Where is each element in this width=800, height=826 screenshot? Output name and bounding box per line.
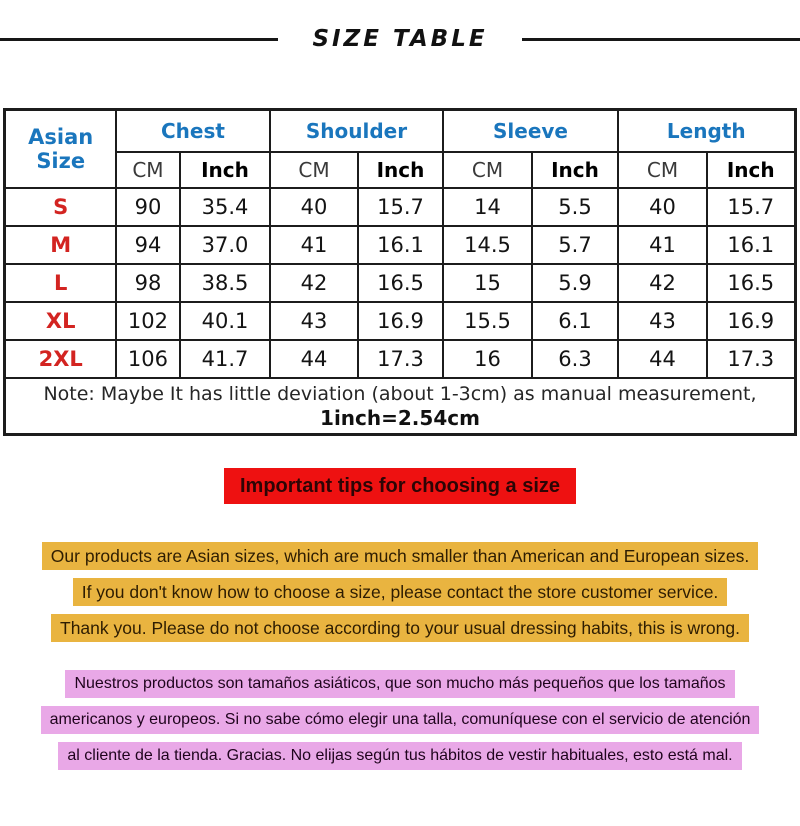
important-tips-banner-row: [0, 468, 800, 504]
unit-header-cm: CM: [443, 152, 532, 188]
value-cell: 43: [270, 302, 358, 340]
tips-english-block: [0, 542, 800, 642]
unit-header-inch: Inch: [707, 152, 795, 188]
value-cell: 37.0: [180, 226, 270, 264]
value-cell: 14.5: [443, 226, 532, 264]
table-note-row: [5, 378, 795, 435]
value-cell: 106: [116, 340, 180, 378]
size-label: M: [5, 226, 116, 264]
table-header-units: [5, 152, 795, 188]
value-cell: 14: [443, 188, 532, 226]
value-cell: 16.1: [707, 226, 795, 264]
value-cell: 6.3: [532, 340, 618, 378]
table-row-2xl: [5, 340, 795, 378]
value-cell: 98: [116, 264, 180, 302]
value-cell: 41: [618, 226, 707, 264]
unit-header-cm: CM: [270, 152, 358, 188]
unit-header-cm: CM: [618, 152, 707, 188]
value-cell: 16.5: [707, 264, 795, 302]
value-cell: 15: [443, 264, 532, 302]
note-line-2: 1inch=2.54cm: [320, 405, 480, 430]
tips-spanish-block: [0, 670, 800, 770]
value-cell: 38.5: [180, 264, 270, 302]
value-cell: 17.3: [358, 340, 443, 378]
value-cell: 17.3: [707, 340, 795, 378]
note-line-1: Note: Maybe It has little deviation (about 1-3cm) as manual measurement,: [43, 382, 757, 405]
value-cell: 35.4: [180, 188, 270, 226]
value-cell: 5.9: [532, 264, 618, 302]
value-cell: 15.7: [707, 188, 795, 226]
value-cell: 5.7: [532, 226, 618, 264]
unit-header-inch: Inch: [180, 152, 270, 188]
table-header-groups: [5, 110, 795, 152]
tip-line-es-2: americanos y europeos. Si no sabe cómo elegir una talla, comuníquese con el servicio de atención: [41, 706, 760, 734]
page-header: [0, 26, 800, 52]
value-cell: 44: [618, 340, 707, 378]
value-cell: 44: [270, 340, 358, 378]
size-label: 2XL: [5, 340, 116, 378]
title-rule-left: [0, 38, 278, 41]
size-label: L: [5, 264, 116, 302]
title-rule-right: [522, 38, 800, 41]
tip-line-en-2: If you don't know how to choose a size, please contact the store customer service.: [73, 578, 728, 606]
table-row-xl: [5, 302, 795, 340]
page-title: SIZE TABLE: [312, 26, 488, 52]
value-cell: 16.1: [358, 226, 443, 264]
tip-line-es-1: Nuestros productos son tamaños asiáticos, que son mucho más pequeños que los tamaños: [65, 670, 734, 698]
table-row-s: [5, 188, 795, 226]
value-cell: 90: [116, 188, 180, 226]
value-cell: 40: [618, 188, 707, 226]
size-label: XL: [5, 302, 116, 340]
value-cell: 15.7: [358, 188, 443, 226]
value-cell: 16.9: [707, 302, 795, 340]
table-row-l: [5, 264, 795, 302]
size-label: S: [5, 188, 116, 226]
value-cell: 15.5: [443, 302, 532, 340]
unit-header-inch: Inch: [532, 152, 618, 188]
group-header-sleeve: Sleeve: [443, 110, 618, 152]
value-cell: 6.1: [532, 302, 618, 340]
group-header-length: Length: [618, 110, 795, 152]
measurement-note: [5, 378, 795, 435]
tip-line-en-3: Thank you. Please do not choose according to your usual dressing habits, this is wrong.: [51, 614, 749, 642]
important-tips-banner: Important tips for choosing a size: [224, 468, 576, 504]
value-cell: 16: [443, 340, 532, 378]
value-cell: 43: [618, 302, 707, 340]
value-cell: 41.7: [180, 340, 270, 378]
value-cell: 94: [116, 226, 180, 264]
value-cell: 16.9: [358, 302, 443, 340]
value-cell: 40.1: [180, 302, 270, 340]
value-cell: 42: [618, 264, 707, 302]
value-cell: 41: [270, 226, 358, 264]
tip-line-es-3: al cliente de la tienda. Gracias. No elijas según tus hábitos de vestir habituales, esto está mal.: [58, 742, 741, 770]
size-table: [3, 108, 796, 436]
table-row-m: [5, 226, 795, 264]
unit-header-cm: CM: [116, 152, 180, 188]
group-header-chest: Chest: [116, 110, 270, 152]
value-cell: 16.5: [358, 264, 443, 302]
value-cell: 40: [270, 188, 358, 226]
tip-line-en-1: Our products are Asian sizes, which are much smaller than American and European sizes.: [42, 542, 758, 570]
value-cell: 5.5: [532, 188, 618, 226]
value-cell: 42: [270, 264, 358, 302]
unit-header-inch: Inch: [358, 152, 443, 188]
group-header-shoulder: Shoulder: [270, 110, 443, 152]
value-cell: 102: [116, 302, 180, 340]
corner-header-asian-size: Asian Size: [5, 110, 116, 188]
